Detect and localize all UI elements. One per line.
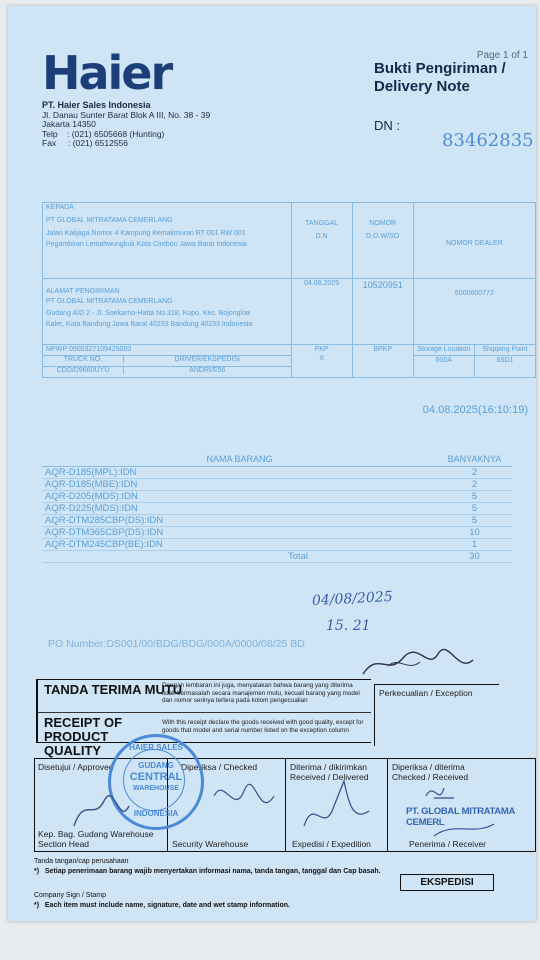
date-header-cell (291, 203, 352, 279)
receiver-company-stamp: PT. GLOBAL MITRATAMA CEMERL (406, 806, 515, 828)
ship-to-address-2: Kaler, Kota Bandung Jawa Barat 40233 Bandung 40233 Indonesia (46, 321, 253, 328)
expedition-label: Expedisi / Expedition (292, 839, 371, 849)
order-header-sub: D.O.W/SO (366, 233, 400, 240)
document-title-id: Bukti Pengiriman / (374, 60, 506, 77)
pkp-cell (291, 345, 352, 378)
consignee-address-1: Jalan Kalijaga Nomor 4 Kampung Kemakmuran RT 001 RW 001 (46, 230, 246, 237)
pkp-value: X (319, 355, 324, 362)
total-qty: 30 (437, 551, 512, 563)
dealer-number-cell (413, 279, 535, 345)
haier-logo: Haier (42, 46, 172, 100)
table-row (42, 503, 512, 515)
truck-header: TRUCK NO. (43, 356, 124, 363)
po-number: PO Number:DS001/00/BDG/BDG/000A/0000/08/25 BD (48, 638, 305, 650)
footer-note-id: *) Setiap penerimaan barang wajib menyertakan informasi nama, tanda tangan, tanggal dan Cap basah. (34, 868, 381, 875)
ship-to-label: ALAMAT PENGIRIMAN (46, 288, 120, 295)
table-row (42, 479, 512, 491)
item-name: AQR-D185(MPL):IDN (42, 467, 437, 479)
table-row (42, 491, 512, 503)
receipt-text-id: Dengan lembaran ini juga, menyatakan bahwa barang yang diterima tidak bermasalah secara manajemen mutu, kecuali barang yang model dan nomor serinya tertera pada kolom pengecualian (162, 682, 360, 705)
stamp-text-central: CENTRAL (129, 771, 183, 783)
footer-note-en: *) Each item must include name, signature, date and wet stamp information. (34, 902, 290, 909)
handwritten-signature-top (358, 646, 478, 682)
received-label: Diperiksa / diterima Checked / Received (392, 762, 469, 782)
stamp-text-gudang: GUDANG (138, 761, 174, 770)
stamp-text-top: HAIER SALES (129, 743, 183, 752)
print-timestamp: 04.08.2025(16:10:19) (422, 404, 528, 416)
receipt-title-id: TANDA TERIMA MUTU (44, 682, 183, 697)
item-name: AQR-DTM245CBP(BE):IDN (42, 539, 437, 551)
stamp-text-bottom: INDONESIA (133, 809, 179, 818)
shipping-header: Shipping Point (474, 345, 535, 356)
driver-name: ANDRI/E56 (189, 367, 226, 374)
fax: Fax : (021) 6512556 (42, 138, 128, 148)
company-name: PT. Haier Sales Indonesia (42, 100, 151, 110)
warehouse-head-label: Kep. Bag. Gudang Warehouse Section Head (38, 829, 154, 849)
pkp-header: PKP (314, 346, 329, 353)
item-qty-header: BANYAKNYA (437, 452, 512, 467)
security-label: Security Warehouse (172, 839, 249, 849)
dn-number: 83462835 (442, 130, 534, 151)
dn-label: DN : (374, 118, 400, 133)
delivery-note-page (8, 6, 536, 921)
table-row (42, 527, 512, 539)
item-name: AQR-D225(MDS):IDN (42, 503, 437, 515)
receiver-label: Penerima / Receiver (409, 839, 487, 849)
bpkp-cell (352, 345, 413, 378)
address-line-2: Jakarta 14350 (42, 119, 96, 129)
item-qty: 2 (437, 479, 512, 491)
order-number-cell: 10520951 (352, 279, 413, 345)
storage-value: 000A (413, 356, 474, 378)
item-name: AQR-DTM365CBP(DS):IDN (42, 527, 437, 539)
footer-sign-id: Tanda tangan/cap perusahaan (34, 858, 129, 865)
approved-label: Disetujui / Approved (38, 762, 114, 772)
ship-to-cell (43, 279, 292, 345)
item-name: AQR-D185(MBE):IDN (42, 479, 437, 491)
consignee-cell (43, 203, 292, 279)
item-qty: 5 (437, 515, 512, 527)
truck-number: CDD/D9660UYU (43, 367, 124, 374)
item-qty: 5 (437, 491, 512, 503)
items-table (42, 452, 512, 563)
item-name-header: NAMA BARANG (42, 452, 437, 467)
order-header: NOMOR (369, 220, 397, 227)
dealer-header-cell (413, 203, 535, 279)
company-address-block (42, 101, 210, 149)
telephone: Telp : (021) 6505668 (Hunting) (42, 128, 165, 139)
exception-box: Perkecualian / Exception (374, 684, 499, 746)
shipment-info-table (42, 202, 536, 378)
item-qty: 1 (437, 539, 512, 551)
stamp-text-warehouse: WAREHOUSE (133, 785, 179, 792)
consignee-name: PT GLOBAL MITRATAMA CEMERLANG (46, 217, 173, 224)
item-qty: 2 (437, 467, 512, 479)
copy-label-ekspedisi: EKSPEDISI (400, 874, 494, 891)
table-row (42, 515, 512, 527)
handwritten-date: 04/08/2025 (311, 588, 394, 610)
checked-label: Diperiksa / Checked (181, 762, 258, 772)
receipt-text-en: With this receipt declare the goods received with good quality, except for goods that model and serial number listed on the exception column (162, 719, 364, 734)
page-number: Page 1 of 1 (476, 50, 528, 61)
date-header: TANGGAL (305, 220, 339, 227)
document-title-en: Delivery Note (374, 78, 470, 95)
order-header-cell (352, 203, 413, 279)
item-name: AQR-DTM285CBP(DS):IDN (42, 515, 437, 527)
footer-sign-en: Company Sign / Stamp (34, 892, 106, 899)
total-label: Total (42, 551, 437, 563)
total-row (42, 551, 512, 563)
handwritten-time: 15. 21 (326, 618, 371, 634)
consignee-address-2: Pegambiran Lemahwungkuk Kota Cirebon Jawa Barat Indonesia (46, 241, 247, 248)
item-qty: 10 (437, 527, 512, 539)
transport-value-cell (43, 367, 292, 378)
ship-to-name: PT GLOBAL MITRATAMA CEMERLANG (46, 298, 173, 305)
table-row (42, 467, 512, 479)
transport-header-cell (43, 356, 292, 367)
receipt-title-en: RECEIPT OF PRODUCT QUALITY (44, 715, 123, 758)
ship-to-address-1: Gudang AID 2 - Jl. Soekarno-Hatta No.318, Kopo, Kec. Bojongloa (46, 310, 250, 317)
dealer-header: NOMOR DEALER (445, 240, 503, 247)
delivered-label: Diterima / dikirimkan Received / Delivered (290, 762, 369, 782)
address-line-1: Jl. Danau Sunter Barat Blok A III, No. 38 - 39 (42, 109, 211, 120)
npwp-cell: NPWP:0900327109425000 (43, 345, 292, 356)
dealer-number: 6000600772 (454, 290, 494, 297)
dn-date-cell: 04.08.2025 (291, 279, 352, 345)
table-row (42, 539, 512, 551)
item-qty: 5 (437, 503, 512, 515)
date-header-sub: D.N (315, 233, 328, 240)
bpkp-header: BPKP (373, 346, 393, 353)
storage-header: Storage Location (413, 345, 474, 356)
driver-header: DRIVER/EKSPEDISI (174, 356, 240, 363)
shipping-value: 65D1 (474, 356, 535, 378)
item-name: AQR-D205(MDS):IDN (42, 491, 437, 503)
document-title (374, 60, 506, 96)
consignee-label: KEPADA (46, 204, 74, 211)
